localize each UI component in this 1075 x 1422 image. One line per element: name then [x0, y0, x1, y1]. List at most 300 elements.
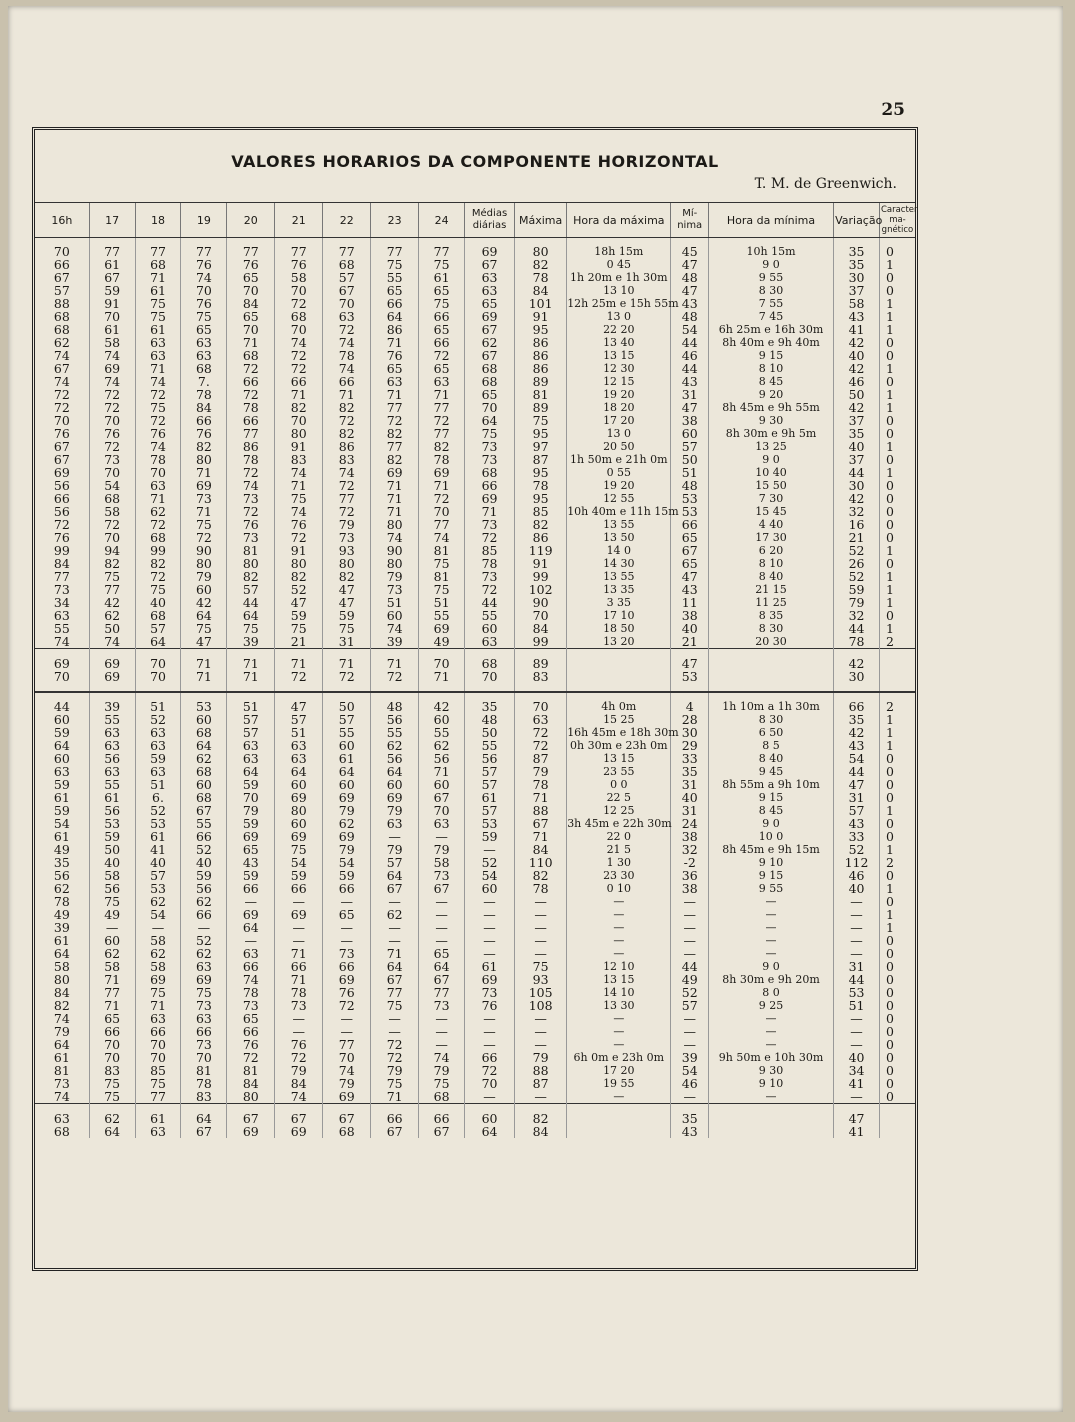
table-cell: 10h 40m e 11h 15m: [567, 505, 679, 518]
table-cell: 74: [53, 634, 70, 649]
table-cell: 55: [465, 739, 515, 752]
table-cell: [879, 657, 915, 670]
spacer-cell: [371, 683, 419, 692]
table-cell: 56: [53, 504, 70, 519]
table-cell: 9 30: [708, 414, 833, 427]
table-cell: 35: [465, 700, 515, 713]
table-cell: 43: [834, 817, 880, 830]
table-cell: 59: [135, 752, 181, 765]
table-cell: 78: [53, 894, 70, 909]
table-cell: —: [834, 934, 880, 947]
table-cell: 76: [275, 518, 323, 531]
column-header: 24: [419, 203, 465, 238]
table-cell: 9 0: [708, 258, 833, 271]
table-cell: —: [515, 1025, 567, 1038]
table-cell: 30: [834, 670, 880, 683]
table-cell: 43: [834, 739, 880, 752]
table-cell: 13 15: [567, 349, 671, 362]
table-cell: 79: [371, 804, 419, 817]
spacer-row: [35, 1104, 915, 1113]
table-cell: 9 15: [708, 349, 833, 362]
table-cell: —: [181, 921, 227, 934]
table-cell: 42: [834, 401, 880, 414]
table-cell: 60: [323, 778, 371, 791]
table-cell: 52: [671, 986, 709, 999]
table-row: [35, 388, 915, 401]
table-cell: 71: [89, 999, 135, 1012]
table-cell: —: [834, 921, 880, 934]
table-cell: 69: [465, 973, 515, 986]
table-cell: 70: [465, 1077, 515, 1090]
table-cell: —: [515, 1012, 567, 1025]
table-cell: 67: [419, 1125, 465, 1138]
table-cell: —: [567, 934, 671, 947]
table-cell: 60: [53, 712, 70, 727]
table-cell: 80: [371, 518, 419, 531]
table-cell: 65: [227, 310, 275, 323]
table-cell: 70: [89, 310, 135, 323]
table-cell: 55: [419, 609, 465, 622]
table-cell: 77: [135, 1090, 181, 1104]
table-cell: 59: [53, 803, 70, 818]
table-row: [35, 1064, 915, 1077]
table-cell: 53: [671, 505, 709, 518]
table-cell: —: [834, 1012, 880, 1025]
table-cell: 91: [89, 297, 135, 310]
table-cell: 50: [671, 453, 709, 466]
table-row: [35, 830, 915, 843]
table-cell: 0: [879, 414, 915, 427]
table-cell: 67: [371, 1125, 419, 1138]
table-cell: 1: [879, 570, 915, 583]
table-cell: 72: [275, 1051, 323, 1064]
table-cell: 0 0: [567, 778, 671, 791]
spacer-row: [35, 683, 915, 692]
table-cell: 13 50: [567, 531, 671, 544]
table-cell: 67: [53, 439, 70, 454]
spacer-cell: [181, 683, 227, 692]
table-cell: 0: [879, 1038, 915, 1051]
column-header: 23: [371, 203, 419, 238]
table-cell: 12 25: [567, 804, 671, 817]
table-cell: 47: [323, 596, 371, 609]
table-cell: 72: [371, 414, 419, 427]
table-cell: —: [708, 895, 833, 908]
table-row: [35, 1051, 915, 1064]
table-cell: 8h 55m a 9h 10m: [708, 778, 833, 791]
table-cell: 64: [275, 765, 323, 778]
table-cell: 4: [671, 700, 709, 713]
table-cell: 57: [671, 440, 709, 453]
table-cell: 58: [834, 297, 880, 310]
table-cell: 52: [181, 843, 227, 856]
table-cell: 70: [465, 401, 515, 414]
table-cell: 66: [419, 336, 465, 349]
table-cell: 68: [227, 349, 275, 362]
table-cell: 67: [419, 791, 465, 804]
table-cell: 66: [371, 1112, 419, 1125]
table-cell: 72: [227, 388, 275, 401]
table-cell: 39: [671, 1051, 709, 1064]
table-cell: 42: [834, 336, 880, 349]
table-cell: 65: [227, 271, 275, 284]
table-cell: [879, 670, 915, 683]
table-cell: 9 10: [708, 1077, 833, 1090]
table-cell: 58: [89, 336, 135, 349]
table-cell: 88: [515, 1064, 567, 1077]
table-cell: 64: [465, 414, 515, 427]
table-row: [35, 284, 915, 297]
table-cell: 76: [53, 426, 70, 441]
table-cell: 81: [227, 1064, 275, 1077]
table-cell: 51: [135, 778, 181, 791]
table-cell: 0 45: [567, 258, 671, 271]
table-cell: 68: [135, 258, 181, 271]
table-cell: 69: [275, 791, 323, 804]
table-cell: 63: [275, 739, 323, 752]
table-cell: —: [708, 1038, 833, 1051]
spacer-cell: [135, 683, 181, 692]
table-cell: 0: [879, 1090, 915, 1104]
table-cell: 74: [135, 375, 181, 388]
table-cell: 21 15: [708, 583, 833, 596]
table-cell: 67: [419, 882, 465, 895]
table-cell: 70: [419, 804, 465, 817]
table-cell: 64: [53, 1037, 70, 1052]
table-cell: 93: [323, 544, 371, 557]
table-cell: 63: [227, 739, 275, 752]
table-cell: 60: [419, 778, 465, 791]
spacer-row: [35, 692, 915, 700]
table-cell: 68: [135, 609, 181, 622]
table-cell: 38: [671, 830, 709, 843]
table-cell: 63: [181, 1012, 227, 1025]
table-cell: 67: [53, 452, 70, 467]
table-cell: 30: [671, 726, 709, 739]
table-cell: 71: [419, 765, 465, 778]
table-cell: 33: [671, 752, 709, 765]
table-cell: 1: [879, 362, 915, 375]
table-cell: —: [371, 830, 419, 843]
table-cell: 74: [323, 336, 371, 349]
table-cell: 68: [465, 466, 515, 479]
table-row: [35, 778, 915, 791]
table-cell: 78: [227, 401, 275, 414]
table-row: [35, 427, 915, 440]
table-cell: 75: [371, 1077, 419, 1090]
spacer-cell: [879, 238, 915, 246]
spacer-cell: [708, 649, 833, 658]
table-cell: 1: [879, 401, 915, 414]
table-cell: 12 30: [567, 362, 671, 375]
table-row: [35, 999, 915, 1012]
table-cell: 28: [671, 713, 709, 726]
table-cell: 66: [227, 960, 275, 973]
table-cell: —: [671, 908, 709, 921]
table-cell: —: [515, 908, 567, 921]
table-cell: 58: [53, 959, 70, 974]
table-cell: 11: [671, 596, 709, 609]
table-cell: 67: [371, 882, 419, 895]
table-cell: 70: [515, 609, 567, 622]
table-cell: 34: [53, 595, 70, 610]
table-cell: 61: [135, 284, 181, 297]
table-cell: 35: [671, 765, 709, 778]
table-cell: 8 30: [708, 284, 833, 297]
table-cell: 74: [275, 466, 323, 479]
table-cell: 74: [275, 336, 323, 349]
table-cell: 65: [419, 947, 465, 960]
table-cell: 48: [671, 310, 709, 323]
spacer-cell: [89, 683, 135, 692]
table-cell: 86: [515, 531, 567, 544]
table-cell: 77: [419, 401, 465, 414]
table-cell: —: [465, 1025, 515, 1038]
table-cell: 8 45: [708, 375, 833, 388]
mean-row: [35, 670, 915, 683]
table-cell: 0: [879, 557, 915, 570]
table-cell: 68: [465, 362, 515, 375]
table-cell: 6h 0m e 23h 0m: [567, 1051, 671, 1064]
table-cell: 62: [371, 739, 419, 752]
table-cell: 22 0: [567, 830, 671, 843]
table-cell: 1h 50m e 21h 0m: [567, 453, 671, 466]
table-cell: 74: [53, 1089, 70, 1104]
table-cell: 63: [135, 1012, 181, 1025]
table-cell: 63: [89, 765, 135, 778]
table-cell: —: [465, 947, 515, 960]
table-cell: 95: [515, 427, 567, 440]
table-cell: 44: [834, 466, 880, 479]
mean-row: [35, 657, 915, 670]
table-cell: 0: [879, 999, 915, 1012]
table-cell: 65: [465, 297, 515, 310]
table-cell: 58: [419, 856, 465, 869]
table-cell: 40: [671, 791, 709, 804]
table-cell: 46: [834, 869, 880, 882]
table-cell: 61: [465, 791, 515, 804]
table-cell: 36: [671, 869, 709, 882]
table-cell: —: [671, 1025, 709, 1038]
table-row: [35, 1090, 915, 1104]
table-cell: 2: [879, 856, 915, 869]
table-cell: 69: [275, 830, 323, 843]
table-cell: 80: [181, 557, 227, 570]
table-cell: 71: [181, 657, 227, 670]
table-cell: —: [671, 921, 709, 934]
table-cell: 60: [371, 609, 419, 622]
table-cell: 78: [515, 882, 567, 895]
table-cell: 51: [371, 596, 419, 609]
table-cell: 50: [834, 388, 880, 401]
table-cell: 61: [53, 1050, 70, 1065]
table-cell: 73: [275, 999, 323, 1012]
table-cell: 76: [181, 258, 227, 271]
table-cell: 0: [879, 453, 915, 466]
table-cell: 72: [323, 414, 371, 427]
table-cell: 75: [135, 1077, 181, 1090]
table-cell: 71: [371, 505, 419, 518]
table-cell: 16: [834, 518, 880, 531]
table-cell: 76: [227, 518, 275, 531]
table-cell: 66: [275, 960, 323, 973]
table-cell: 75: [89, 1077, 135, 1090]
table-cell: 83: [181, 1090, 227, 1104]
table-cell: 1: [879, 843, 915, 856]
table-cell: 72: [465, 1064, 515, 1077]
mean-row: [35, 1112, 915, 1125]
table-cell: 49: [53, 907, 70, 922]
table-cell: 73: [465, 570, 515, 583]
table-cell: 56: [89, 752, 135, 765]
table-cell: 70: [275, 284, 323, 297]
table-cell: 8 35: [708, 609, 833, 622]
table-cell: 69: [419, 466, 465, 479]
table-cell: 78: [834, 635, 880, 649]
table-cell: 12 10: [567, 960, 671, 973]
table-cell: 74: [89, 635, 135, 649]
table-cell: 86: [227, 440, 275, 453]
table-cell: 82: [275, 570, 323, 583]
spacer-cell: [708, 683, 833, 692]
table-cell: —: [834, 908, 880, 921]
table-row: [35, 1025, 915, 1038]
table-cell: 61: [465, 960, 515, 973]
table-cell: 44: [671, 362, 709, 375]
table-cell: 9 0: [708, 960, 833, 973]
table-cell: 8 5: [708, 739, 833, 752]
table-cell: 73: [181, 1038, 227, 1051]
table-cell: 60: [371, 778, 419, 791]
table-cell: 9 20: [708, 388, 833, 401]
table-row: [35, 635, 915, 649]
table-cell: 63: [419, 817, 465, 830]
table-cell: 75: [227, 622, 275, 635]
table-cell: 31: [834, 960, 880, 973]
table-cell: 70: [135, 1038, 181, 1051]
spacer-cell: [879, 1104, 915, 1113]
table-cell: 71: [275, 479, 323, 492]
table-cell: 61: [135, 1112, 181, 1125]
table-cell: 66: [227, 882, 275, 895]
table-cell: 41: [834, 323, 880, 336]
table-cell: 59: [275, 869, 323, 882]
table-cell: 81: [181, 1064, 227, 1077]
table-cell: 42: [419, 700, 465, 713]
table-cell: 73: [227, 492, 275, 505]
table-cell: 18 20: [567, 401, 671, 414]
table-cell: 80: [227, 557, 275, 570]
table-row: [35, 271, 915, 284]
table-cell: [567, 1125, 671, 1138]
table-cell: 57: [227, 726, 275, 739]
table-cell: 66: [135, 1025, 181, 1038]
table-cell: 65: [419, 323, 465, 336]
table-cell: 62: [53, 335, 70, 350]
table-cell: 38: [671, 609, 709, 622]
table-cell: 79: [419, 843, 465, 856]
table-cell: 79: [515, 1051, 567, 1064]
table-cell: 60: [89, 934, 135, 947]
table-cell: 62: [89, 947, 135, 960]
table-cell: 75: [419, 557, 465, 570]
table-cell: 39: [89, 700, 135, 713]
table-cell: 79: [323, 1077, 371, 1090]
table-cell: 8h 40m e 9h 40m: [708, 336, 833, 349]
table-cell: 50: [465, 726, 515, 739]
table-cell: 70: [227, 284, 275, 297]
table-cell: 63: [135, 739, 181, 752]
table-cell: 72: [323, 999, 371, 1012]
table-cell: 75: [135, 583, 181, 596]
table-cell: 48: [671, 479, 709, 492]
table-cell: 77: [181, 245, 227, 258]
table-cell: 13 30: [567, 999, 671, 1012]
table-cell: 39: [227, 635, 275, 649]
table-cell: 110: [515, 856, 567, 869]
table-cell: 66: [53, 257, 70, 272]
table-cell: 61: [53, 790, 70, 805]
table-cell: 32: [671, 843, 709, 856]
document-page: [8, 6, 1063, 1412]
table-cell: 72: [275, 670, 323, 683]
table-cell: 53: [181, 700, 227, 713]
table-cell: 70: [227, 791, 275, 804]
table-cell: 72: [515, 739, 567, 752]
table-row: [35, 765, 915, 778]
table-cell: 70: [53, 413, 70, 428]
table-cell: 74: [323, 1064, 371, 1077]
table-row: [35, 700, 915, 713]
table-cell: 72: [323, 323, 371, 336]
table-cell: 68: [53, 309, 70, 324]
hourly-values-table: [35, 202, 918, 1139]
table-cell: 73: [419, 869, 465, 882]
table-cell: —: [275, 1012, 323, 1025]
table-cell: 72: [323, 505, 371, 518]
table-cell: —: [465, 921, 515, 934]
table-cell: 63: [465, 284, 515, 297]
table-cell: 65: [371, 284, 419, 297]
table-cell: 66: [465, 479, 515, 492]
table-cell: 69: [371, 466, 419, 479]
spacer-cell: [708, 692, 833, 700]
table-cell: 0: [879, 284, 915, 297]
table-cell: 69: [323, 791, 371, 804]
spacer-row: [35, 238, 915, 246]
table-cell: 67: [53, 361, 70, 376]
column-header: 18: [135, 203, 181, 238]
table-cell: —: [708, 1025, 833, 1038]
table-cell: 3 35: [567, 596, 671, 609]
table-cell: 72: [227, 362, 275, 375]
table-row: [35, 921, 915, 934]
table-cell: 71: [323, 657, 371, 670]
table-cell: 69: [89, 362, 135, 375]
table-cell: 71: [227, 670, 275, 683]
table-cell: 84: [181, 401, 227, 414]
table-cell: 14 10: [567, 986, 671, 999]
table-cell: —: [671, 1038, 709, 1051]
table-cell: 77: [89, 583, 135, 596]
table-cell: 82: [227, 570, 275, 583]
table-cell: 60: [671, 427, 709, 440]
table-cell: —: [515, 921, 567, 934]
table-cell: 54: [671, 1064, 709, 1077]
table-cell: 79: [419, 1064, 465, 1077]
table-cell: 70: [181, 284, 227, 297]
table-cell: 63: [419, 375, 465, 388]
